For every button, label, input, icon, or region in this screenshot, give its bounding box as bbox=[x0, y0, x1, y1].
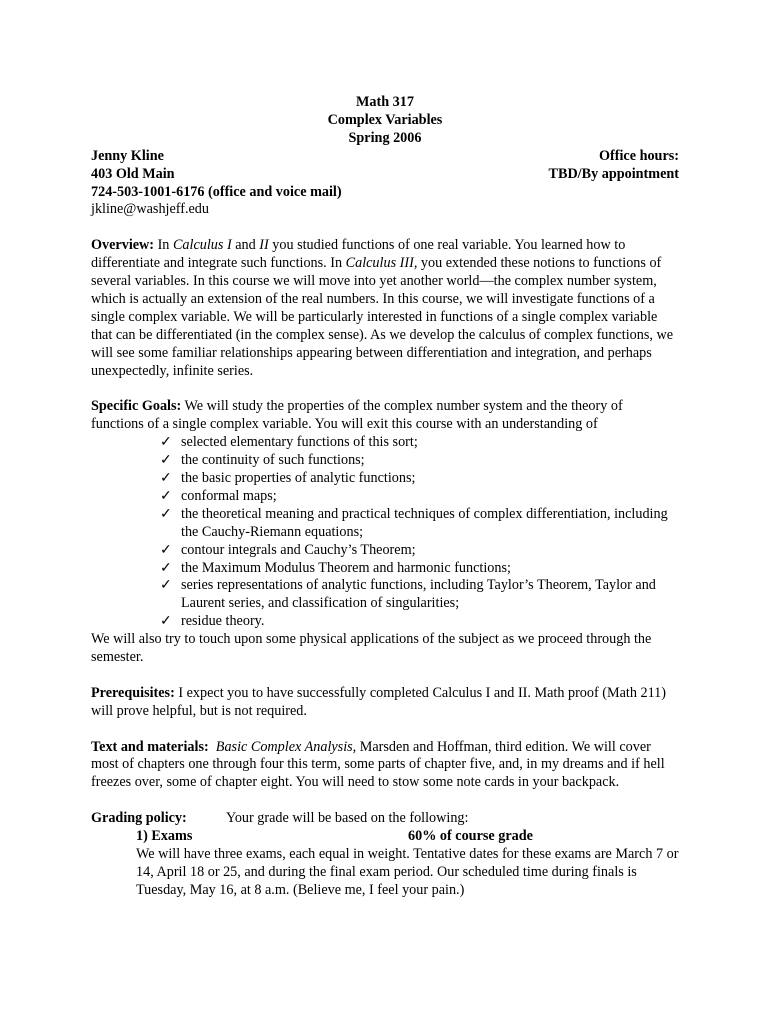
overview-calc3: Calculus III bbox=[345, 255, 414, 272]
goal-item-text: conformal maps; bbox=[181, 487, 277, 504]
goals-outro: We will also try to touch upon some physical applications of the subject as we proceed through the semester. bbox=[91, 631, 652, 666]
exams-text: We will have three exams, each equal in weight. Tentative dates for these exams are March 7 or 14, April 18 or 25, and during the final exam period. Our scheduled time during finals is Tuesday, May 16, at 8 a.m. (Believe me, I feel your pain.) bbox=[136, 845, 679, 898]
checkmark-icon: ✓ bbox=[160, 434, 172, 451]
goal-item bbox=[160, 487, 679, 506]
overview-text-3: you studied functions of one real variable. You learned how to differentiate and integrate such functions. In bbox=[91, 237, 626, 272]
checkmark-icon: ✓ bbox=[160, 577, 172, 594]
prereq-paragraph bbox=[91, 685, 679, 721]
course-number: Math 317 bbox=[356, 94, 414, 110]
instructor-row-2 bbox=[91, 166, 679, 184]
goals-paragraph bbox=[91, 398, 679, 434]
goal-item bbox=[160, 434, 679, 452]
overview-text-1: In bbox=[154, 237, 173, 254]
office-hours-value: TBD/By appointment bbox=[548, 165, 679, 182]
goal-item-text: the basic properties of analytic functions; bbox=[181, 470, 416, 486]
instructor-email: jkline@washjeff.edu bbox=[91, 201, 209, 218]
checkmark-icon: ✓ bbox=[160, 613, 172, 630]
text-materials-paragraph bbox=[91, 739, 679, 793]
goal-item bbox=[160, 559, 679, 578]
exams-label: 1) Exams bbox=[136, 828, 193, 845]
exams-weight: 60% of course grade bbox=[408, 828, 533, 845]
prereq-text: I expect you to have successfully completed Calculus I and II. Math proof (Math 211) will prove helpful, but is not required. bbox=[91, 684, 666, 719]
instructor-phone: 724-503-1001-6176 (office and voice mail) bbox=[91, 183, 342, 200]
grading-label: Grading policy: bbox=[91, 810, 187, 827]
course-term: Spring 2006 bbox=[348, 129, 422, 146]
checkmark-icon: ✓ bbox=[160, 541, 172, 558]
overview-paragraph bbox=[91, 237, 679, 380]
checkmark-icon: ✓ bbox=[160, 452, 172, 469]
grading-intro: Your grade will be based on the following: bbox=[226, 810, 469, 827]
goal-item-text: the continuity of such functions; bbox=[181, 452, 365, 469]
goals-label: Specific Goals: bbox=[91, 398, 182, 415]
prereq-label: Prerequisites: bbox=[91, 684, 175, 701]
overview-calc2: II bbox=[259, 237, 269, 254]
goals-intro: We will study the properties of the complex number system and the theory of functions of a single complex variable. You will exit this course with an understanding of bbox=[91, 398, 623, 433]
goal-item bbox=[160, 470, 679, 488]
overview-label: Overview: bbox=[91, 237, 155, 254]
checkmark-icon: ✓ bbox=[160, 505, 172, 522]
course-title: Complex Variables bbox=[327, 111, 443, 128]
checkmark-icon: ✓ bbox=[160, 487, 172, 504]
goal-item-text: series representations of analytic functions, including Taylor’s Theorem, Taylor and Laurent series, and classification of singularities; bbox=[181, 577, 656, 612]
text-materials-label: Text and materials: bbox=[91, 738, 209, 755]
goal-item bbox=[160, 613, 679, 631]
textbook-title: Basic Complex Analysis bbox=[215, 738, 353, 755]
overview-text-2: and bbox=[231, 237, 260, 254]
goal-item bbox=[160, 452, 679, 470]
goal-item-text: selected elementary functions of this sort; bbox=[181, 434, 418, 451]
syllabus-page bbox=[91, 94, 679, 900]
goal-item-text: the Maximum Modulus Theorem and harmonic functions; bbox=[181, 559, 511, 576]
goal-item bbox=[160, 505, 679, 542]
instructor-name: Jenny Kline bbox=[91, 147, 164, 164]
goal-item bbox=[160, 577, 679, 613]
goal-item-text: residue theory. bbox=[181, 613, 265, 630]
checkmark-icon: ✓ bbox=[160, 559, 172, 576]
checkmark-icon: ✓ bbox=[160, 470, 172, 486]
goals-list bbox=[91, 434, 679, 631]
instructor-office: 403 Old Main bbox=[91, 165, 175, 182]
goal-item bbox=[160, 541, 679, 560]
goal-item-text: contour integrals and Cauchy’s Theorem; bbox=[181, 541, 416, 558]
instructor-row-1 bbox=[91, 148, 679, 166]
text-materials-text: , Marsden and Hoffman, third edition. We will cover most of chapters one through four this term, some parts of chapter five, and, in my dreams and if hell freezes over, some of chapter eight. You will need to stow some note cards in your backpack. bbox=[91, 738, 665, 791]
overview-text-4: , you extended these notions to functions of several variables. In this course we will move into yet another world—the complex number system, which is actually an extension of the real numbers. In this course, we will investigate functions of a single complex variable. We will be particularly interested in functions of a single complex variable that can be differentiated (in the complex sense). As we develop the calculus of complex functions, we will see some familiar relationships appearing between differentiation and integration, and perhaps unexpectedly, infinite series. bbox=[91, 255, 674, 379]
goal-item-text: the theoretical meaning and practical techniques of complex differentiation, including the Cauchy-Riemann equations; bbox=[181, 505, 668, 540]
grading-row bbox=[91, 810, 679, 828]
exams-heading bbox=[91, 828, 679, 846]
overview-calc1: Calculus I bbox=[172, 237, 232, 254]
office-hours-label: Office hours: bbox=[599, 147, 679, 164]
